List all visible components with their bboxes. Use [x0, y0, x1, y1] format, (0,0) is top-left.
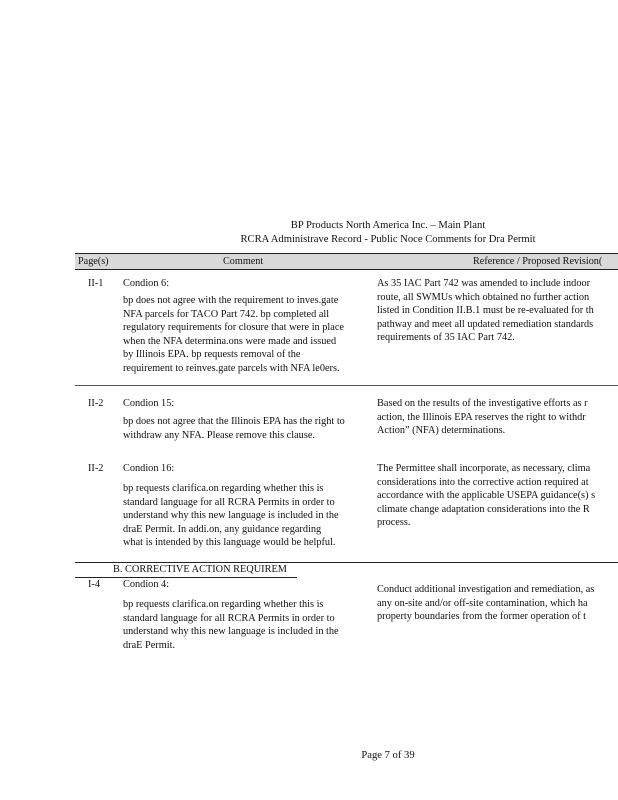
row-page: II-2: [88, 398, 104, 409]
reference-line: Action” (NFA) determinations.: [377, 425, 506, 437]
row-reference: [377, 277, 594, 345]
reference-line: Based on the results of the investigative efforts as r: [377, 398, 588, 409]
section-rule-bottom: [75, 577, 297, 578]
reference-line: climate change adaptation considerations into the R: [377, 503, 590, 515]
reference-line: accordance with the applicable USEPA guidance(s) s: [377, 490, 596, 502]
comment-line: standard language for all RCRA Permits in order to: [123, 612, 335, 624]
row-page: I-4: [88, 579, 101, 590]
section-heading: B. CORRECTIVE ACTION REQUIREM: [113, 564, 287, 575]
reference-line: process.: [377, 517, 411, 529]
document-subtitle: RCRA Administrave Record - Public Noce Comments for Dra Permit: [240, 234, 536, 245]
row-comment: [123, 294, 344, 376]
table-header-top-rule: [75, 253, 618, 254]
row-comment: [123, 598, 339, 652]
row-reference: [377, 462, 595, 530]
reference-line: any on-site and/or off-site contamination, which ha: [377, 597, 588, 609]
column-header-reference: Reference / Proposed Revision(: [473, 256, 603, 267]
row-comment: [123, 415, 345, 442]
comment-line: draE Permit.: [123, 639, 176, 651]
row-comment: [123, 482, 339, 550]
comment-line: NFA parcels for TACO Part 742. bp completed all: [123, 308, 330, 320]
reference-line: property boundaries from the former operation of t: [377, 611, 587, 623]
reference-line: route, all SWMUs which obtained no further action: [377, 291, 590, 303]
comment-line: understand why this new language is included in the: [123, 510, 339, 522]
row-condition: Condion 4:: [123, 579, 170, 590]
reference-line: action, the Illinois EPA reserves the right to withdr: [377, 411, 586, 423]
reference-line: Conduct additional investigation and remediation, as: [377, 584, 595, 595]
comment-line: bp requests clarifica.on regarding whether this is: [123, 483, 324, 494]
reference-line: pathway and meet all updated remediation standards: [377, 318, 594, 330]
comment-line: when the NFA determina.ons were made and issued: [123, 335, 337, 347]
comment-line: requirement to reinves.gate parcels with NFA le0ers.: [123, 362, 340, 374]
column-header-pages: Page(s): [78, 256, 109, 267]
document-title: BP Products North America Inc. – Main Plant: [290, 220, 486, 231]
row-condition: Condion 15:: [123, 398, 175, 409]
column-header-comment: Comment: [223, 256, 264, 267]
reference-line: As 35 IAC Part 742 was amended to include indoor: [377, 278, 591, 289]
reference-line: listed in Condition II.B.1 must be re-evaluated for th: [377, 305, 594, 317]
reference-line: requirements of 35 IAC Part 742.: [377, 332, 515, 344]
comment-line: draE Permit. In addi.on, any guidance regarding: [123, 523, 322, 535]
comment-line: bp requests clarifica.on regarding whether this is: [123, 599, 324, 610]
row-condition: Condion 16:: [123, 463, 175, 474]
row-condition: Condion 6:: [123, 278, 170, 289]
row-page: II-1: [88, 278, 104, 289]
table-header-bottom-rule: [75, 269, 618, 270]
comment-line: what is intended by this language would be helpful.: [123, 537, 336, 549]
comment-line: understand why this new language is included in the: [123, 626, 339, 638]
row-reference: [377, 583, 594, 624]
reference-line: The Permittee shall incorporate, as necessary, clima: [377, 463, 591, 474]
comment-line: bp does not agree with the requirement to inves.gate: [123, 295, 339, 306]
reference-line: considerations into the corrective action required at: [377, 476, 589, 488]
row-reference: [377, 397, 588, 438]
comment-line: regulatory requirements for closure that were in place: [123, 322, 345, 334]
comment-line: withdraw any NFA. Please remove this clause.: [123, 429, 315, 441]
page-number: Page 7 of 39: [361, 750, 415, 761]
row-page: II-2: [88, 463, 104, 474]
comment-line: by Illinois EPA. bp requests removal of the: [123, 349, 301, 361]
row-divider: [75, 385, 618, 386]
comment-line: standard language for all RCRA Permits in order to: [123, 496, 335, 508]
comment-line: bp does not agree that the Illinois EPA has the right to: [123, 416, 345, 427]
